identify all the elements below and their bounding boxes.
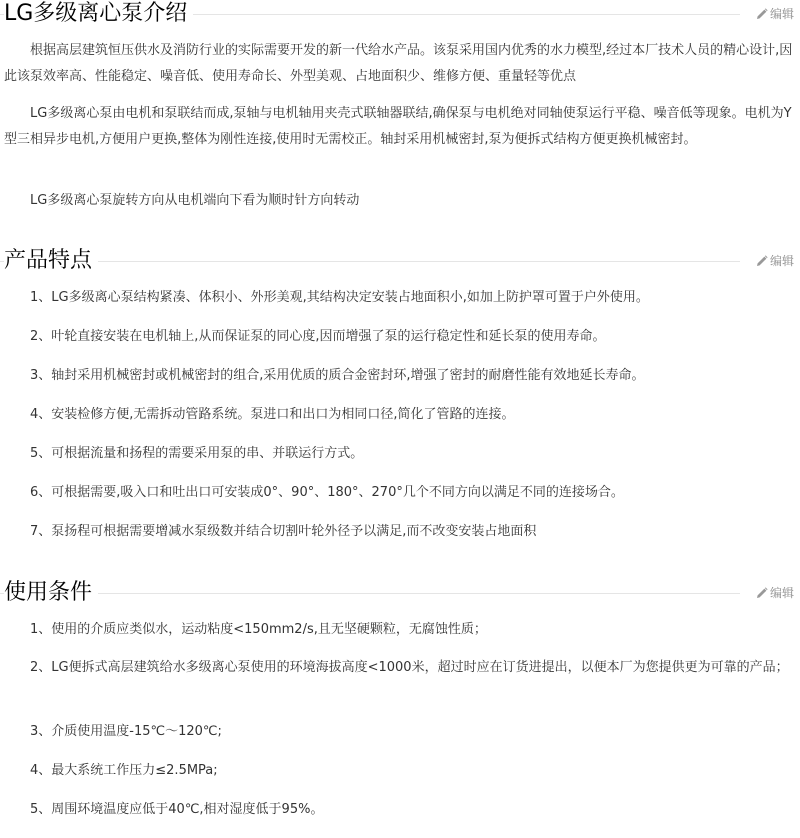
paragraph: 根据高层建筑恒压供水及消防行业的实际需要开发的新一代给水产品。该泵采用国内优秀的水力模型,经过本厂技术人员的精心设计,因此该泵效率高、性能稳定、噪音低、使用寿命长、外型美观、占地面积少、维修方便、重量轻等优点 xyxy=(4,43,793,84)
section-header xyxy=(0,579,800,609)
section-title: 产品特点 xyxy=(4,247,98,275)
edit-button[interactable] xyxy=(752,585,794,601)
edit-button[interactable] xyxy=(752,253,794,269)
edit-label: 编辑 xyxy=(769,586,794,600)
list-item: 3、轴封采用机械密封或机械密封的组合,采用优质的质合金密封环,增强了密封的耐磨性能有效地延长寿命。 xyxy=(30,368,645,383)
edit-button[interactable] xyxy=(752,6,794,22)
section-features xyxy=(0,247,800,277)
edit-label: 编辑 xyxy=(769,254,794,268)
section-header xyxy=(0,247,800,277)
paragraph: LG多级离心泵旋转方向从电机端向下看为顺时针方向转动 xyxy=(30,193,360,208)
section-title: 使用条件 xyxy=(4,579,98,607)
section-intro xyxy=(0,0,800,30)
list-item: 1、使用的介质应类似水，运动粘度<150mm2/s,且无坚硬颗粒，无腐蚀性质； xyxy=(30,622,487,637)
edit-label: 编辑 xyxy=(769,7,794,21)
divider xyxy=(0,593,740,594)
section-title: LG多级离心泵介绍 xyxy=(4,0,193,28)
pencil-icon xyxy=(756,255,768,267)
list-item: 6、可根据需要,吸入口和吐出口可安装成0°、90°、180°、270°几个不同方向以满足不同的连接场合。 xyxy=(30,485,624,500)
list-item: 5、可根据流量和扬程的需要采用泵的串、并联运行方式。 xyxy=(30,446,364,461)
list-item: 7、泵扬程可根据需要增减水泵级数并结合切割叶轮外径予以满足,而不改变安装占地面积 xyxy=(30,524,537,539)
list-item: 1、LG多级离心泵结构紧凑、体积小、外形美观,其结构决定安装占地面积小,如加上防护罩可置于户外使用。 xyxy=(30,290,649,305)
section-conditions xyxy=(0,579,800,609)
list-item: 4、最大系统工作压力≤2.5MPa; xyxy=(30,763,218,778)
list-item: 3、介质使用温度-15℃～120℃; xyxy=(30,724,222,739)
paragraph: LG多级离心泵由电机和泵联结而成,泵轴与电机轴用夹壳式联轴器联结,确保泵与电机绝对同轴使泵运行平稳、噪音低等现象。电机为Y型三相异步电机,方便用户更换,整体为刚性连接,使用时无需校正。轴封采用机械密封,泵为便拆式结构方便更换机械密封。 xyxy=(4,106,792,147)
section-header xyxy=(0,0,800,30)
list-item: 2、LG便拆式高层建筑给水多级离心泵使用的环境海拔高度<1000米，超过时应在订货进提出，以便本厂为您提供更为可靠的产品； xyxy=(30,660,789,675)
pencil-icon xyxy=(756,8,768,20)
pencil-icon xyxy=(756,587,768,599)
list-item: 2、叶轮直接安装在电机轴上,从而保证泵的同心度,因而增强了泵的运行稳定性和延长泵的使用寿命。 xyxy=(30,329,606,344)
list-item: 5、周围环境温度应低于40℃,相对湿度低于95%。 xyxy=(30,802,324,817)
divider xyxy=(0,261,740,262)
list-item: 4、安装检修方便,无需拆动管路系统。泵进口和出口为相同口径,简化了管路的连接。 xyxy=(30,407,515,422)
